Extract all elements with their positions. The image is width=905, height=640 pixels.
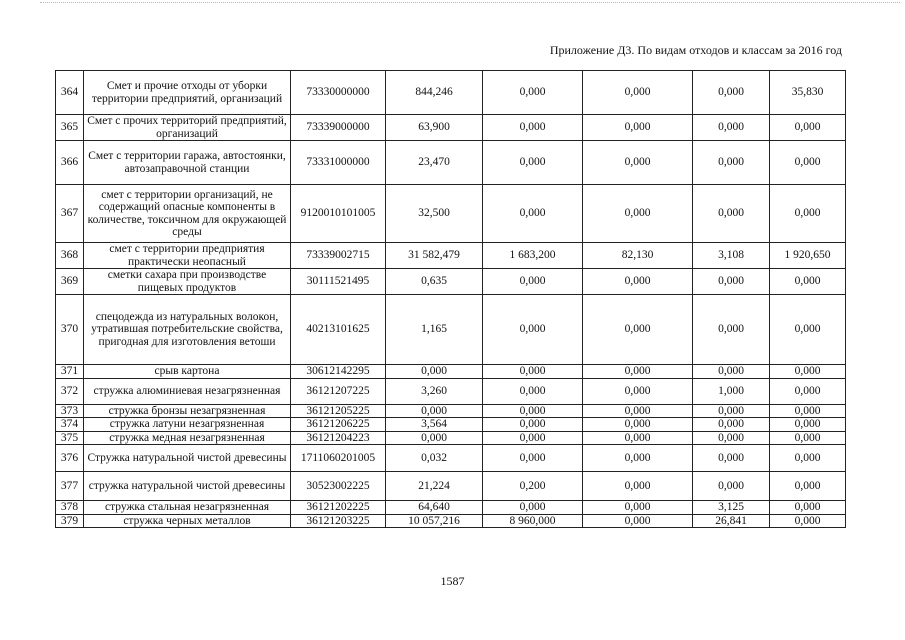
waste-name: Смет и прочие отходы от уборки территории предприятий, организаций [84, 71, 291, 115]
value-5: 0,000 [770, 404, 846, 418]
value-4: 26,841 [693, 514, 770, 528]
value-2: 0,000 [483, 141, 583, 185]
value-3: 0,000 [583, 418, 693, 432]
row-number: 367 [56, 185, 84, 243]
waste-code: 36121203225 [291, 514, 386, 528]
value-5: 35,830 [770, 71, 846, 115]
value-3: 0,000 [583, 472, 693, 501]
value-1: 21,224 [386, 472, 483, 501]
waste-table [55, 70, 846, 528]
waste-code: 40213101625 [291, 295, 386, 365]
value-5: 0,000 [770, 418, 846, 432]
row-number: 371 [56, 365, 84, 379]
value-5: 0,000 [770, 501, 846, 515]
value-2: 1 683,200 [483, 243, 583, 269]
table-row [56, 185, 846, 243]
table-row [56, 445, 846, 472]
row-number: 369 [56, 269, 84, 295]
waste-name: стружка черных металлов [84, 514, 291, 528]
table-row [56, 269, 846, 295]
value-4: 1,000 [693, 378, 770, 404]
value-3: 0,000 [583, 185, 693, 243]
waste-code: 30111521495 [291, 269, 386, 295]
table-row [56, 243, 846, 269]
value-4: 0,000 [693, 185, 770, 243]
table-row [56, 472, 846, 501]
value-5: 0,000 [770, 185, 846, 243]
value-3: 0,000 [583, 295, 693, 365]
waste-name: Смет с прочих территорий предприятий, организаций [84, 115, 291, 141]
value-5: 0,000 [770, 295, 846, 365]
value-2: 0,000 [483, 365, 583, 379]
value-4: 0,000 [693, 115, 770, 141]
row-number: 377 [56, 472, 84, 501]
waste-name: стружка латуни незагрязненная [84, 418, 291, 432]
waste-name: смет с территории организаций, не содержащий опасные компоненты в количестве, токсичном для окружающей среды [84, 185, 291, 243]
value-2: 0,000 [483, 71, 583, 115]
value-1: 32,500 [386, 185, 483, 243]
value-5: 0,000 [770, 141, 846, 185]
table-row [56, 365, 846, 379]
value-1: 3,260 [386, 378, 483, 404]
row-number: 365 [56, 115, 84, 141]
value-3: 82,130 [583, 243, 693, 269]
row-number: 378 [56, 501, 84, 515]
table-row [56, 295, 846, 365]
value-4: 0,000 [693, 418, 770, 432]
waste-code: 73330000000 [291, 71, 386, 115]
scan-edge-line [40, 2, 900, 3]
value-4: 0,000 [693, 472, 770, 501]
waste-name: стружка натуральной чистой древесины [84, 472, 291, 501]
value-2: 0,000 [483, 378, 583, 404]
value-1: 0,635 [386, 269, 483, 295]
value-1: 0,032 [386, 445, 483, 472]
value-4: 0,000 [693, 431, 770, 445]
waste-code: 36121207225 [291, 378, 386, 404]
waste-code: 1711060201005 [291, 445, 386, 472]
value-2: 0,000 [483, 501, 583, 515]
waste-name: стружка стальная незагрязненная [84, 501, 291, 515]
value-1: 0,000 [386, 404, 483, 418]
waste-code: 30523002225 [291, 472, 386, 501]
value-5: 0,000 [770, 431, 846, 445]
value-4: 0,000 [693, 141, 770, 185]
value-5: 0,000 [770, 365, 846, 379]
waste-name: смет с территории предприятия практически неопасный [84, 243, 291, 269]
waste-code: 36121205225 [291, 404, 386, 418]
waste-name: стружка алюминиевая незагрязненная [84, 378, 291, 404]
waste-name: стружка медная незагрязненная [84, 431, 291, 445]
value-1: 0,000 [386, 431, 483, 445]
table-row [56, 71, 846, 115]
value-2: 0,000 [483, 115, 583, 141]
row-number: 374 [56, 418, 84, 432]
value-5: 1 920,650 [770, 243, 846, 269]
value-1: 0,000 [386, 365, 483, 379]
waste-code: 9120010101005 [291, 185, 386, 243]
value-2: 0,000 [483, 418, 583, 432]
page-header: Приложение Д3. По видам отходов и классам за 2016 год [549, 43, 842, 57]
value-4: 0,000 [693, 269, 770, 295]
row-number: 370 [56, 295, 84, 365]
row-number: 379 [56, 514, 84, 528]
table-row [56, 141, 846, 185]
value-1: 31 582,479 [386, 243, 483, 269]
waste-code: 36121206225 [291, 418, 386, 432]
value-5: 0,000 [770, 378, 846, 404]
row-number: 366 [56, 141, 84, 185]
table-row [56, 378, 846, 404]
value-4: 3,125 [693, 501, 770, 515]
value-3: 0,000 [583, 404, 693, 418]
waste-code: 36121202225 [291, 501, 386, 515]
waste-code: 73339002715 [291, 243, 386, 269]
value-3: 0,000 [583, 378, 693, 404]
value-2: 0,000 [483, 295, 583, 365]
value-3: 0,000 [583, 514, 693, 528]
value-5: 0,000 [770, 472, 846, 501]
value-4: 0,000 [693, 71, 770, 115]
row-number: 372 [56, 378, 84, 404]
value-2: 0,000 [483, 431, 583, 445]
waste-name: сметки сахара при производстве пищевых продуктов [84, 269, 291, 295]
table-row [56, 514, 846, 528]
waste-name: Смет с территории гаража, автостоянки, автозаправочной станции [84, 141, 291, 185]
waste-name: стружка бронзы незагрязненная [84, 404, 291, 418]
value-2: 0,000 [483, 445, 583, 472]
table-row [56, 431, 846, 445]
value-5: 0,000 [770, 514, 846, 528]
value-3: 0,000 [583, 71, 693, 115]
value-4: 0,000 [693, 445, 770, 472]
table-row [56, 418, 846, 432]
page-number: 1587 [440, 574, 465, 588]
value-4: 0,000 [693, 365, 770, 379]
value-3: 0,000 [583, 141, 693, 185]
value-3: 0,000 [583, 269, 693, 295]
value-4: 0,000 [693, 295, 770, 365]
value-1: 64,640 [386, 501, 483, 515]
value-2: 0,000 [483, 185, 583, 243]
value-1: 3,564 [386, 418, 483, 432]
row-number: 375 [56, 431, 84, 445]
value-1: 844,246 [386, 71, 483, 115]
value-5: 0,000 [770, 445, 846, 472]
value-3: 0,000 [583, 445, 693, 472]
value-2: 0,200 [483, 472, 583, 501]
value-3: 0,000 [583, 365, 693, 379]
table-row [56, 115, 846, 141]
waste-code: 30612142295 [291, 365, 386, 379]
row-number: 373 [56, 404, 84, 418]
value-2: 0,000 [483, 404, 583, 418]
value-4: 3,108 [693, 243, 770, 269]
value-1: 1,165 [386, 295, 483, 365]
row-number: 368 [56, 243, 84, 269]
value-1: 63,900 [386, 115, 483, 141]
value-5: 0,000 [770, 115, 846, 141]
value-2: 8 960,000 [483, 514, 583, 528]
waste-code: 36121204223 [291, 431, 386, 445]
value-5: 0,000 [770, 269, 846, 295]
waste-code: 73339000000 [291, 115, 386, 141]
value-2: 0,000 [483, 269, 583, 295]
value-4: 0,000 [693, 404, 770, 418]
table-row [56, 404, 846, 418]
waste-name: Стружка натуральной чистой древесины [84, 445, 291, 472]
value-3: 0,000 [583, 431, 693, 445]
table-row [56, 501, 846, 515]
value-1: 10 057,216 [386, 514, 483, 528]
value-3: 0,000 [583, 501, 693, 515]
value-1: 23,470 [386, 141, 483, 185]
waste-code: 73331000000 [291, 141, 386, 185]
value-3: 0,000 [583, 115, 693, 141]
row-number: 376 [56, 445, 84, 472]
row-number: 364 [56, 71, 84, 115]
waste-name: спецодежда из натуральных волокон, утратившая потребительские свойства, пригодная для изготовления ветоши [84, 295, 291, 365]
waste-name: срыв картона [84, 365, 291, 379]
